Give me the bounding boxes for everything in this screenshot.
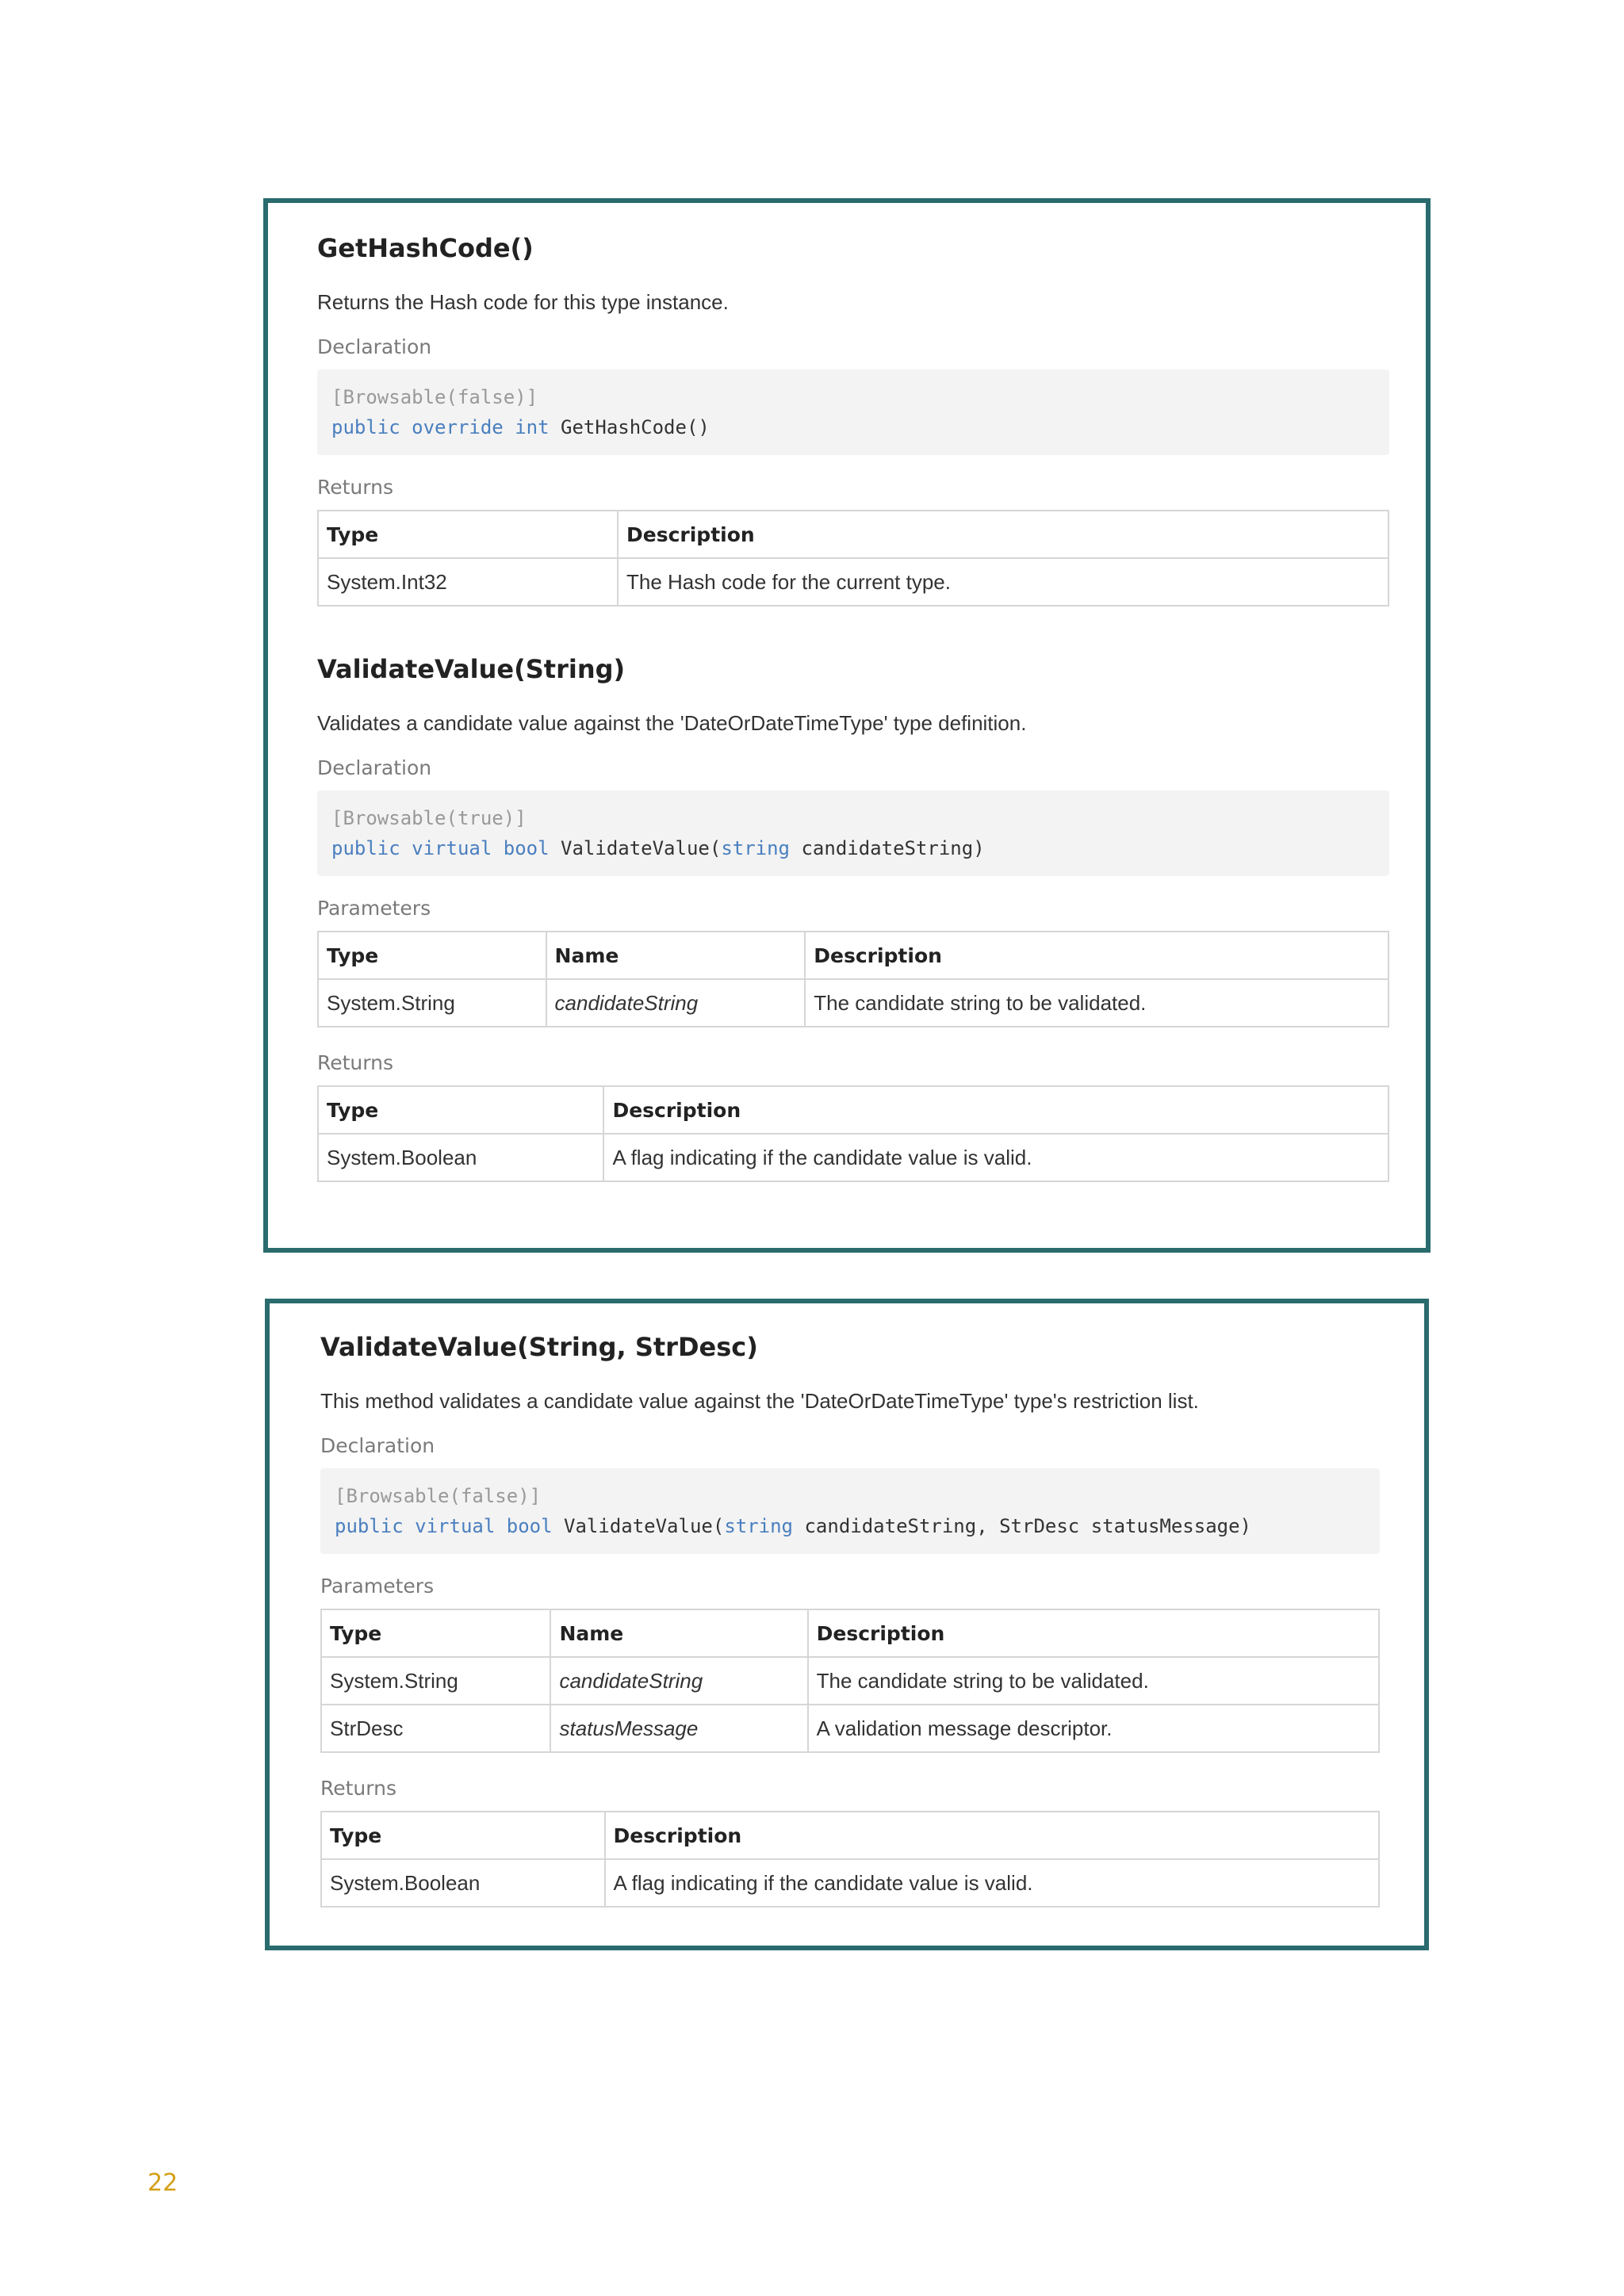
- code-keyword: string: [721, 837, 791, 859]
- declaration-label: Declaration: [317, 335, 432, 358]
- method-section-validatevalue-string-strdesc: [320, 1332, 1380, 1908]
- code-block: [320, 1468, 1380, 1554]
- parameters-table: [320, 1609, 1380, 1753]
- table-row: [321, 1657, 1379, 1705]
- table-row: [318, 1134, 1388, 1181]
- code-keyword: string: [724, 1515, 794, 1537]
- code-attribute: [Browsable(false)]: [335, 1485, 542, 1507]
- table-header-row: [318, 511, 1388, 558]
- name-cell: statusMessage: [550, 1705, 807, 1752]
- returns-label: Returns: [317, 1051, 393, 1074]
- method-title: ValidateValue(String, StrDesc): [320, 1332, 758, 1362]
- code-keyword: virtual: [412, 837, 492, 859]
- code-method-name: ValidateValue(: [564, 1515, 725, 1537]
- declaration-label: Declaration: [317, 756, 432, 779]
- returns-label: Returns: [320, 1777, 396, 1800]
- column-header: Name: [550, 1609, 807, 1657]
- code-parameters: candidateString, StrDesc statusMessage): [804, 1515, 1251, 1537]
- doc-frame-2: [265, 1299, 1429, 1950]
- column-header: Type: [321, 1609, 550, 1657]
- method-title: GetHashCode(): [317, 233, 534, 263]
- column-header: Type: [318, 1086, 603, 1134]
- returns-table: [320, 1811, 1380, 1908]
- page-number: 22: [147, 2169, 178, 2197]
- code-keyword: override: [412, 416, 504, 438]
- column-header: Description: [603, 1086, 1388, 1134]
- column-header: Type: [318, 932, 546, 979]
- method-section-gethashcode: [317, 233, 1389, 607]
- code-method-name: GetHashCode(): [561, 416, 710, 438]
- code-keyword: bool: [506, 1515, 553, 1537]
- table-header-row: [321, 1609, 1379, 1657]
- method-title: ValidateValue(String): [317, 654, 626, 684]
- type-cell: System.String: [318, 979, 546, 1027]
- type-cell: StrDesc: [321, 1705, 550, 1752]
- method-section-validatevalue-string: [317, 654, 1389, 1182]
- code-block: [317, 369, 1389, 455]
- parameters-table: [317, 931, 1389, 1027]
- table-row: [318, 979, 1388, 1027]
- parameters-label: Parameters: [317, 897, 431, 920]
- type-cell: System.Int32: [318, 558, 618, 606]
- description-cell: A flag indicating if the candidate value is valid.: [603, 1134, 1388, 1181]
- name-cell: candidateString: [546, 979, 806, 1027]
- column-header: Description: [618, 511, 1388, 558]
- table-row: [321, 1859, 1379, 1907]
- code-keyword: virtual: [415, 1515, 496, 1537]
- column-header: Description: [808, 1609, 1379, 1657]
- table-row: [318, 558, 1388, 606]
- code-block: [317, 790, 1389, 876]
- table-header-row: [321, 1812, 1379, 1859]
- method-summary: Returns the Hash code for this type instance.: [317, 290, 729, 314]
- returns-label: Returns: [317, 476, 393, 499]
- description-cell: A flag indicating if the candidate value is valid.: [605, 1859, 1380, 1907]
- description-cell: The candidate string to be validated.: [808, 1657, 1379, 1705]
- code-attribute: [Browsable(false)]: [331, 386, 538, 408]
- column-header: Description: [605, 1812, 1380, 1859]
- code-parameters: candidateString): [801, 837, 985, 859]
- column-header: Type: [321, 1812, 605, 1859]
- type-cell: System.Boolean: [321, 1859, 605, 1907]
- code-keyword: public: [331, 416, 400, 438]
- column-header: Description: [805, 932, 1388, 979]
- table-row: [321, 1705, 1379, 1752]
- code-keyword: public: [335, 1515, 404, 1537]
- declaration-label: Declaration: [320, 1434, 435, 1457]
- code-method-name: ValidateValue(: [561, 837, 722, 859]
- code-keyword: public: [331, 837, 400, 859]
- table-header-row: [318, 1086, 1388, 1134]
- description-cell: The candidate string to be validated.: [805, 979, 1388, 1027]
- description-cell: A validation message descriptor.: [808, 1705, 1379, 1752]
- description-cell: The Hash code for the current type.: [618, 558, 1388, 606]
- method-summary: This method validates a candidate value against the 'DateOrDateTimeType' type's restriction list.: [320, 1389, 1199, 1413]
- returns-table: [317, 1085, 1389, 1182]
- column-header: Name: [546, 932, 806, 979]
- type-cell: System.Boolean: [318, 1134, 603, 1181]
- code-keyword: bool: [503, 837, 550, 859]
- parameters-label: Parameters: [320, 1575, 435, 1598]
- doc-frame-1: [263, 198, 1431, 1253]
- column-header: Type: [318, 511, 618, 558]
- method-summary: Validates a candidate value against the 'DateOrDateTimeType' type definition.: [317, 711, 1027, 735]
- type-cell: System.String: [321, 1657, 550, 1705]
- code-attribute: [Browsable(true)]: [331, 807, 527, 829]
- code-keyword: int: [515, 416, 550, 438]
- returns-table: [317, 510, 1389, 607]
- name-cell: candidateString: [550, 1657, 807, 1705]
- table-header-row: [318, 932, 1388, 979]
